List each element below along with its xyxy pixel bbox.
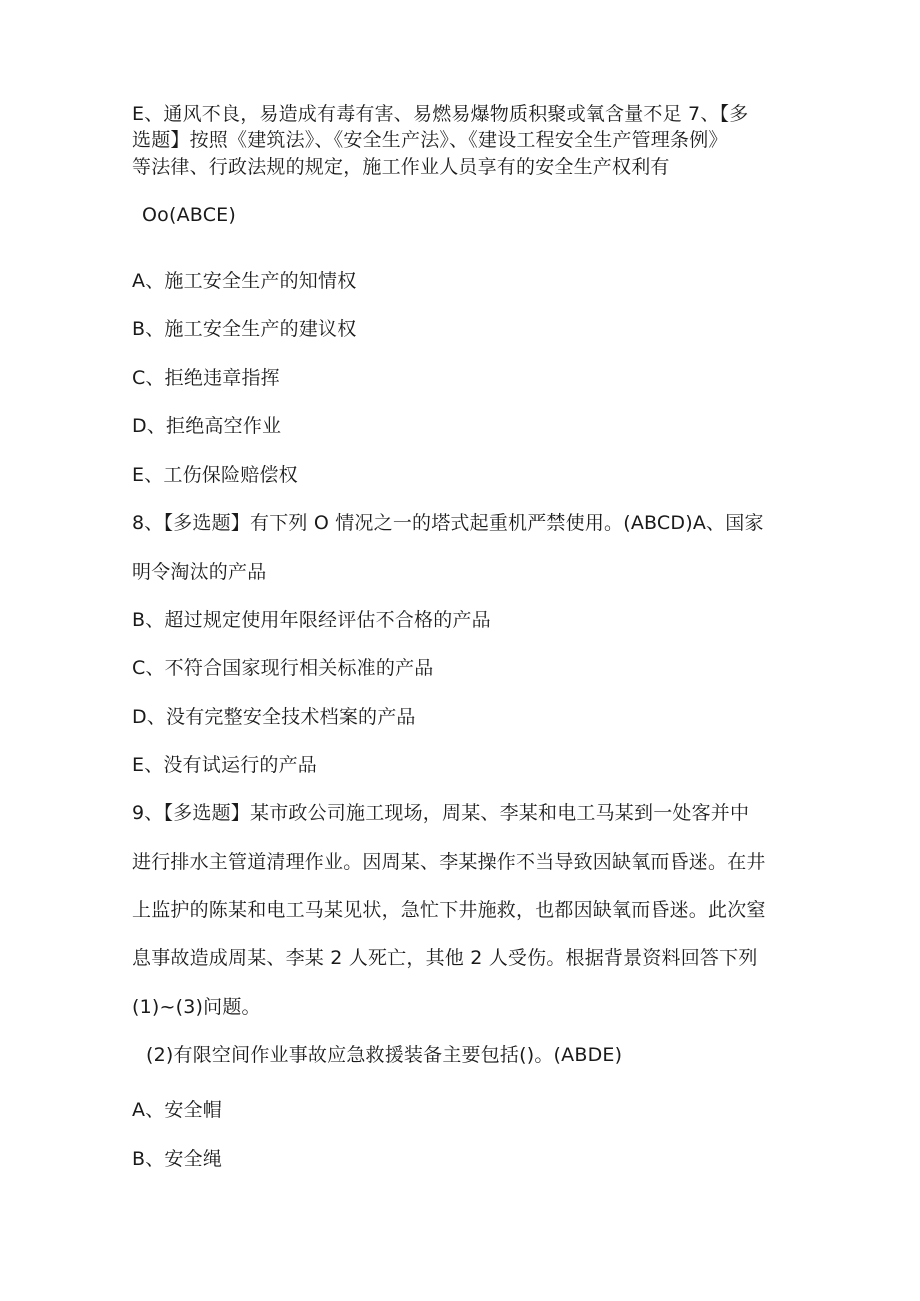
option-b: B、安全绳 [132, 1148, 223, 1170]
text-line: 选题】按照《建筑法》、《安全生产法》、《建设工程安全生产管理条例》 [132, 129, 728, 151]
text-line: 上监护的陈某和电工马某见状，急忙下井施救，也都因缺氧而昏迷。此次窒 [132, 899, 766, 921]
text-line: (1)~(3)问题。 [132, 996, 261, 1018]
text-line: Oo(ABCE) [142, 204, 236, 226]
question-9: 9、【多选题】某市政公司施工现场，周某、李某和电工马某到一处客并中 [132, 802, 750, 824]
option-e: E、没有试运行的产品 [132, 754, 318, 776]
option-d: D、没有完整安全技术档案的产品 [132, 706, 416, 728]
text-line: 息事故造成周某、李某 2 人死亡，其他 2 人受伤。根据背景资料回答下列 [132, 947, 758, 969]
text-line: E、通风不良，易造成有毒有害、易燃易爆物质积聚或氧含量不足 7、【多 [132, 103, 749, 125]
option-e: E、工伤保险赔偿权 [132, 464, 298, 486]
text-line: 明令淘汰的产品 [132, 561, 267, 583]
option-a: A、安全帽 [132, 1099, 222, 1121]
text-line: 进行排水主管道清理作业。因周某、李某操作不当导致因缺氧而昏迷。在井 [132, 851, 766, 873]
option-c: C、不符合国家现行相关标准的产品 [132, 657, 434, 679]
text-line: 等法律、行政法规的规定，施工作业人员享有的安全生产权利有 [132, 156, 670, 178]
option-a: A、施工安全生产的知情权 [132, 270, 357, 292]
question-8: 8、【多选题】有下列 O 情况之一的塔式起重机严禁使用。(ABCD)A、国家 [132, 512, 764, 534]
option-b: B、施工安全生产的建议权 [132, 318, 357, 340]
option-c: C、拒绝违章指挥 [132, 367, 280, 389]
option-b: B、超过规定使用年限经评估不合格的产品 [132, 609, 491, 631]
option-d: D、拒绝高空作业 [132, 415, 282, 437]
sub-question-2: (2)有限空间作业事故应急救援装备主要包括()。(ABDE) [146, 1044, 623, 1066]
